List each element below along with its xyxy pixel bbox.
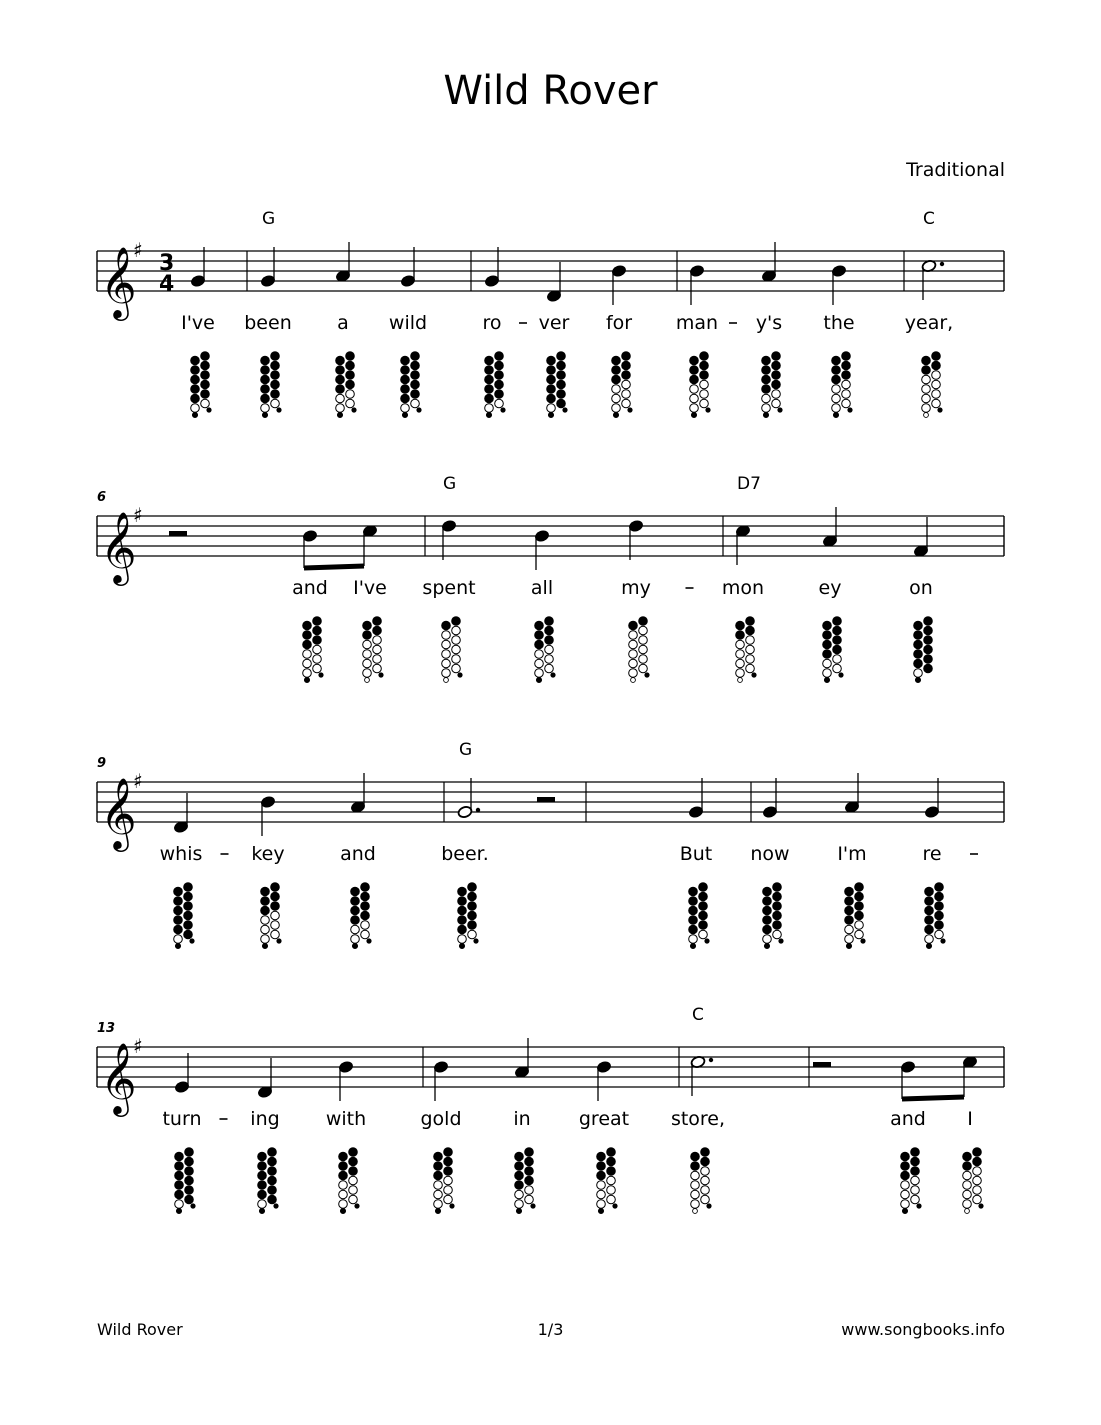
fingering-chart-icon: [963, 1148, 984, 1214]
fingering-chart-icon: [629, 617, 650, 683]
fingering-chart-icon: [845, 883, 866, 949]
augmentation-dot: [476, 808, 480, 812]
lyric-syllable: in: [513, 1108, 531, 1130]
lyric-syllable: ey: [818, 577, 842, 599]
fingering-chart-icon: [689, 883, 710, 949]
augmentation-dot: [709, 1058, 713, 1062]
fingering-chart-icon: [901, 1148, 922, 1214]
measure-number: 6: [97, 490, 107, 505]
lyric-syllable: beer.: [441, 843, 489, 865]
lyric-syllable: and: [340, 843, 376, 865]
lyric-syllable: But: [679, 843, 713, 865]
fingering-chart-icon: [763, 883, 784, 949]
staff-system: [97, 474, 1004, 683]
treble-clef-icon: 𝄞: [100, 510, 137, 583]
composer-credit: Traditional: [906, 159, 1005, 181]
fingering-chart-icon: [363, 617, 384, 683]
treble-clef-icon: 𝄞: [100, 776, 137, 849]
lyric-syllable: on: [909, 577, 933, 599]
chord-symbol: D7: [737, 474, 761, 494]
fingering-chart-icon: [175, 1148, 196, 1214]
beam: [902, 1097, 964, 1099]
fingering-chart-icon: [261, 352, 282, 418]
song-title: Wild Rover: [443, 68, 658, 114]
fingering-chart-icon: [597, 1148, 618, 1214]
chord-symbol: C: [923, 209, 935, 229]
fingering-chart-icon: [442, 617, 463, 683]
fingering-chart-icon: [832, 352, 853, 418]
measure-number: 13: [97, 1021, 116, 1036]
augmentation-dot: [940, 262, 944, 266]
lyric-syllable: y's: [755, 312, 783, 334]
fingering-chart-icon: [535, 617, 556, 683]
lyric-syllable: my: [621, 577, 651, 599]
key-signature-sharp: ♯: [133, 503, 143, 527]
lyric-syllable: spent: [422, 577, 476, 599]
beam: [304, 566, 364, 568]
footer-website: www.songbooks.info: [841, 1320, 1005, 1339]
lyric-syllable: great: [578, 1108, 630, 1130]
lyric-syllable: all: [530, 577, 554, 599]
lyric-syllable: for: [605, 312, 633, 334]
lyric-syllable: ro: [482, 312, 502, 334]
lyric-syllable: year,: [904, 312, 954, 334]
chord-symbol: G: [459, 740, 473, 760]
fingering-chart-icon: [174, 883, 195, 949]
treble-clef-icon: 𝄞: [100, 245, 137, 318]
fingering-chart-icon: [823, 617, 844, 683]
fingering-chart-icon: [515, 1148, 536, 1214]
lyric-syllable: ver: [538, 312, 570, 334]
lyric-syllable: ing: [250, 1108, 280, 1130]
fingering-chart-icon: [690, 352, 711, 418]
fingering-chart-icon: [261, 883, 282, 949]
treble-clef-icon: 𝄞: [100, 1041, 137, 1114]
fingering-chart-icon: [434, 1148, 455, 1214]
lyric-syllable: mon: [721, 577, 765, 599]
fingering-chart-icon: [401, 352, 422, 418]
fingering-chart-icon: [925, 883, 946, 949]
lyric-syllable: key: [251, 843, 285, 865]
lyric-syllable: I've: [353, 577, 387, 599]
key-signature-sharp: ♯: [133, 769, 143, 793]
half-rest: [813, 1062, 831, 1067]
fingering-chart-icon: [612, 352, 633, 418]
lyric-syllable: now: [750, 843, 790, 865]
chord-symbol: G: [262, 209, 276, 229]
page-number: 1/3: [537, 1320, 564, 1339]
lyric-syllable: re: [922, 843, 942, 865]
lyric-syllable: man: [675, 312, 719, 334]
fingering-chart-icon: [336, 352, 357, 418]
staff-system: [97, 1005, 1004, 1214]
fingering-chart-icon: [914, 617, 933, 683]
half-rest: [537, 797, 555, 802]
chord-symbol: C: [692, 1005, 704, 1025]
staff-system: [97, 209, 1004, 418]
lyric-syllable: I've: [181, 312, 215, 334]
key-signature-sharp: ♯: [133, 238, 143, 262]
key-signature-sharp: ♯: [133, 1034, 143, 1058]
fingering-chart-icon: [485, 352, 506, 418]
measure-number: 9: [97, 756, 107, 771]
fingering-chart-icon: [339, 1148, 360, 1214]
fingering-chart-icon: [691, 1148, 712, 1214]
lyric-syllable: store,: [670, 1108, 726, 1130]
fingering-chart-icon: [547, 352, 568, 418]
lyric-syllable: the: [823, 312, 855, 334]
half-rest: [169, 531, 187, 536]
fingering-chart-icon: [303, 617, 324, 683]
lyric-syllable: whis: [159, 843, 203, 865]
lyric-syllable: gold: [420, 1108, 462, 1130]
lyric-syllable: with: [325, 1108, 367, 1130]
chord-symbol: G: [443, 474, 457, 494]
lyric-syllable: and: [292, 577, 328, 599]
time-signature-beats: 3: [159, 251, 175, 276]
lyric-syllable: wild: [388, 312, 428, 334]
lyric-syllable: I'm: [837, 843, 867, 865]
lyric-syllable: and: [890, 1108, 926, 1130]
lyric-syllable: a: [337, 312, 349, 334]
fingering-chart-icon: [762, 352, 783, 418]
footer-song-title: Wild Rover: [97, 1320, 183, 1339]
fingering-chart-icon: [922, 352, 943, 418]
fingering-chart-icon: [191, 352, 212, 418]
fingering-chart-icon: [736, 617, 757, 683]
lyric-syllable: turn: [162, 1108, 202, 1130]
fingering-chart-icon: [258, 1148, 279, 1214]
lyric-syllable: I: [967, 1108, 973, 1130]
lyric-syllable: been: [244, 312, 292, 334]
fingering-chart-icon: [351, 883, 372, 949]
staff-system: [97, 740, 1004, 949]
time-signature-unit: 4: [159, 272, 175, 297]
fingering-chart-icon: [458, 883, 479, 949]
